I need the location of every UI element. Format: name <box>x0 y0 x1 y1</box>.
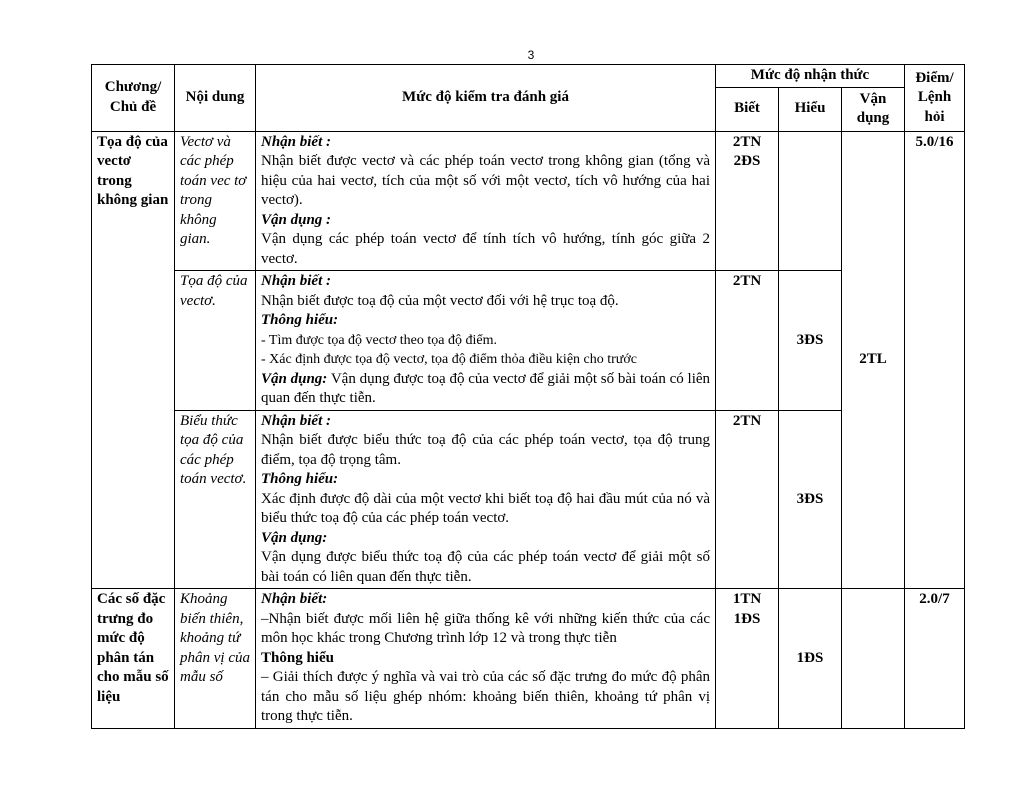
apply-label: Vận dụng : <box>261 211 332 228</box>
know-text: –Nhận biết được mối liên hệ giữa thống kê với những kiến thức của các môn học khác trong Chương trình lớp 12 và trong thực tiễn <box>261 610 710 646</box>
understand-label: Thông hiểu <box>261 649 334 666</box>
assessment-cell <box>256 131 716 271</box>
understand-line: - Tìm được tọa độ vectơ theo tọa độ điểm. <box>261 332 497 348</box>
know-count: 1TN 1ĐS <box>716 589 779 729</box>
header-content: Nội dung <box>175 65 256 132</box>
header-chapter: Chương/ Chủ đề <box>92 65 175 132</box>
header-know: Biết <box>716 87 779 131</box>
know-label: Nhận biết: <box>261 591 328 607</box>
chapter-cell: Tọa độ của vectơ trong không gian <box>92 131 175 589</box>
understand-count: 1ĐS <box>779 589 842 729</box>
know-count: 2TN <box>716 410 779 589</box>
content-cell: Khoảng biến thiên, khoảng tứ phân vị của mẫu số <box>175 589 256 729</box>
understand-count <box>779 131 842 271</box>
know-count: 2TN 2ĐS <box>716 131 779 271</box>
apply-text: Vận dụng được biểu thức toạ độ của các phép toán vectơ để giải một số bài toán có liên quan đến thực tiễn. <box>261 549 710 585</box>
assessment-cell <box>256 271 716 411</box>
know-text: Nhận biết được toạ độ của một vectơ đối với hệ trục toạ độ. <box>261 292 619 309</box>
understand-text: – Giải thích được ý nghĩa và vai trò của các số đặc trưng đo mức độ phân tán cho mẫu số liệu ghép nhóm: khoảng biến thiên, khoảng tứ phân vị trong thực tiễn. <box>261 669 710 724</box>
understand-count: 3ĐS <box>779 271 842 411</box>
header-assessment: Mức độ kiểm tra đánh giá <box>256 65 716 132</box>
apply-count: 2TL <box>842 131 905 589</box>
apply-label: Vận dụng: <box>261 370 328 387</box>
apply-text: Vận dụng các phép toán vectơ để tính tích vô hướng, tính góc giữa 2 vectơ. <box>261 231 710 267</box>
page-number: 3 <box>527 48 535 62</box>
know-label: Nhận biết : <box>261 412 332 429</box>
content-cell: Biểu thức tọa độ của các phép toán vectơ. <box>175 410 256 589</box>
header-awareness: Mức độ nhận thức <box>716 65 905 88</box>
apply-text: Vận dụng được toạ độ của vectơ để giải một số bài toán có liên quan đến thực tiễn. <box>261 370 711 406</box>
header-score: Điểm/ Lệnh hỏi <box>905 65 965 132</box>
understand-label: Thông hiểu: <box>261 312 339 328</box>
assessment-cell <box>256 410 716 589</box>
content-cell: Vectơ và các phép toán vec tơ trong không gian. <box>175 131 256 271</box>
know-count: 2TN <box>716 271 779 411</box>
understand-text: Xác định được độ dài của một vectơ khi biết toạ độ hai đầu mút của nó và biểu thức toạ độ của các phép toán vectơ. <box>261 490 710 526</box>
assessment-matrix-table <box>91 64 965 729</box>
header-understand: Hiểu <box>779 87 842 131</box>
know-label: Nhận biết : <box>261 133 332 150</box>
know-text: Nhận biết được biểu thức toạ độ của các phép toán vectơ, tọa độ trung điểm, tọa độ trọng tâm. <box>261 432 710 468</box>
know-text: Nhận biết được vectơ và các phép toán vectơ trong không gian (tổng và hiệu của hai vectơ, tích của một số với một vectơ, tích vô hướng của hai vectơ). <box>261 153 710 208</box>
understand-line: - Xác định được tọa độ vectơ, tọa độ điểm thỏa điều kiện cho trước <box>261 352 637 367</box>
understand-count: 3ĐS <box>779 410 842 589</box>
assessment-cell <box>256 589 716 729</box>
understand-label: Thông hiểu: <box>261 471 339 487</box>
header-apply: Vận dụng <box>842 87 905 131</box>
chapter-cell: Các số đặc trưng đo mức độ phân tán cho mẫu số liệu <box>92 589 175 729</box>
content-cell: Tọa độ của vectơ. <box>175 271 256 411</box>
apply-count-empty <box>842 589 905 729</box>
score-cell: 5.0/16 <box>905 131 965 589</box>
score-cell: 2.0/7 <box>905 589 965 729</box>
know-label: Nhận biết : <box>261 273 332 289</box>
apply-label: Vận dụng: <box>261 529 328 546</box>
